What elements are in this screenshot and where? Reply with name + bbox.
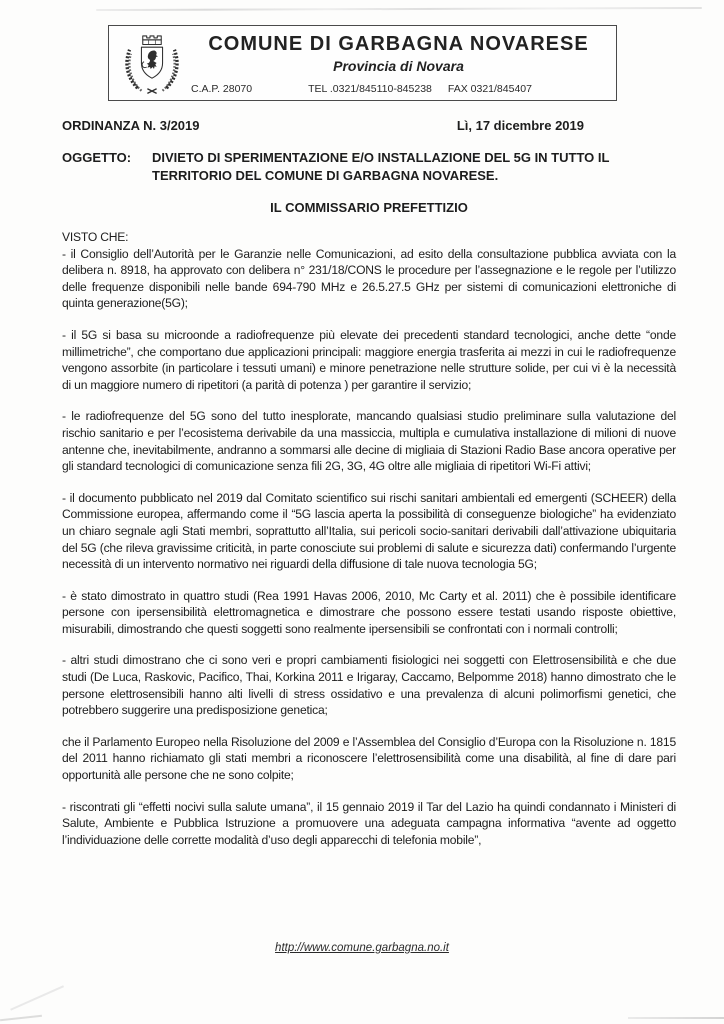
- page-footer: [0, 938, 724, 956]
- ordinance-paragraph: - il Consiglio dell’Autorità per le Garanzie nelle Comunicazioni, ad esito della consultazione pubblica avviata con la delibera n. 8918, ha approvato con delibera n° 231/18/CONS le procedure per l’assegnazione e le regole per l’utilizzo delle frequenze disponibili nelle bande 694-790 MHz e 26.5.27.5 GHz per sistemi di comunicazioni elettroniche di quinta generazione(5G);: [62, 246, 676, 311]
- ordinance-paragraph: - riscontrati gli “effetti nocivi sulla salute umana”, il 15 gennaio 2019 il Tar del Lazio ha quindi condannato i Ministeri di Salute, Ambiente e Pubblica Istruzione a promuovere una adeguata campagna informativa “avente ad oggetto l’individuazione delle corrette modalità d’uso degli apparecchi di telefonia mobile”,: [62, 799, 676, 847]
- subject-text: DIVIETO DI SPERIMENTAZIONE E/O INSTALLAZIONE DEL 5G IN TUTTO IL TERRITORIO DEL COMUNE DI GARBAGNA NOVARESE.: [152, 150, 610, 183]
- letterhead-contact-line: [191, 83, 606, 95]
- fax-number: FAX 0321/845407: [447, 83, 532, 95]
- ordinance-paragraph: che il Parlamento Europeo nella Risoluzione del 2009 e l’Assemblea del Consiglio d’Europa con la Risoluzione n. 1815 del 2011 hanno richiamato gli stati membri a riconoscere l’elettrosensibilità come una disabilità, al fine di dare pari opportunità alle persone che ne sono colpite;: [62, 734, 676, 783]
- subject-label: OGGETTO:: [62, 150, 132, 165]
- postal-code: C.A.P. 28070: [191, 83, 253, 95]
- ordinance-number: ORDINANZA N. 3/2019: [62, 118, 200, 133]
- phone-number: TEL .0321/845110-845238: [308, 83, 432, 95]
- scan-artifact-top: [96, 7, 702, 11]
- letterhead: [108, 25, 617, 101]
- letterhead-text: [185, 26, 616, 95]
- scan-artifact-bottom-left: [0, 1015, 42, 1021]
- ordinance-body-column: [62, 118, 676, 848]
- footer-url: http://www.comune.garbagna.no.it: [275, 942, 449, 954]
- premise-label: VISTO CHE:: [62, 230, 129, 244]
- ordinance-paragraph: - il 5G si basa su microonde a radiofrequenze più elevate dei precedenti standard tecnologici, anche dette “onde millimetriche”, che comportano due applicazioni principali: maggiore energia trasferita ai mezzi in cui le radiofrequenze vengono assorbite (in particolare i tessuti umani) e minore penetrazione nelle strutture solide, per cui vi è la necessità di un maggiore numero di ripetitori (a parità di potenza ) per garantire il servizio;: [62, 327, 676, 392]
- scan-artifact-bottom-right: [628, 1017, 724, 1019]
- ordinance-paragraph: - altri studi dimostrano che ci sono veri e propri cambiamenti fisiologici nei soggetti con Elettrosensibilità e che due studi (De Luca, Raskovic, Pacifico, Thai, Korkina 2011 e Irigaray, Caccamo, Belpomme 2018) hanno dimostrato che le persone elettrosensibili hanno alti livelli di stress ossidativo e una prevalenza di alcuni polimorfismi genetici, che potrebbero suggerire una predisposizione genetica;: [62, 653, 676, 718]
- ordinance-paragraph: - il documento pubblicato nel 2019 dal Comitato scientifico sui rischi sanitari ambientali ed emergenti (SCHEER) della Commissione europea, affermando come il “5G lascia aperta la possibilità di conseguenze biologiche” ha evidenziato un chiaro segnale agli Stati membri, soprattutto all’Italia, sui pericoli socio-sanitari derivabili dall’attivazione ubiquitaria del 5G (che rileva gravissime criticità, in parte conosciute sui problemi di salute e sicurezza dati) confermando l’urgente necessità di un intervento normativo nei riguardi della diffusione di tale nuova tecnologia 5G;: [62, 490, 676, 572]
- municipality-name: COMUNE DI GARBAGNA NOVARESE: [208, 33, 589, 55]
- ordinance-text: [62, 229, 676, 848]
- province-name: Provincia di Novara: [333, 58, 464, 74]
- ordinance-meta-row: [62, 118, 676, 133]
- ordinance-paragraph-list: [62, 246, 676, 849]
- issuer-heading: IL COMMISSARIO PREFETTIZIO: [270, 200, 468, 215]
- subject-row: [62, 149, 676, 184]
- ordinance-paragraph: - le radiofrequenze del 5G sono del tutto inesplorate, mancando qualsiasi studio preliminare sulla valutazione del rischio sanitario e per l’ecosistema derivabile da una massiccia, multipla e cumulativa installazione di milioni di nuove antenne che, inevitabilmente, andranno a sommarsi alle decine di migliaia di Stazioni Radio Base ancora operative per gli standard tecnologici di comunicazione senza fili 2G, 3G, 4G oltre alle migliaia di ripetitori Wi-Fi attivi;: [62, 409, 676, 474]
- ordinance-paragraph: - è stato dimostrato in quattro studi (Rea 1991 Havas 2006, 2010, Mc Carty et al. 2011) che è possibile identificare persone con ipersensibilità elettromagnetica e dimostrare che possono essere testati usando risposte obiettive, misurabili, dimostrando che questi soggetti sono realmente ipersensibili se confrontati con i normali controlli;: [62, 588, 676, 636]
- municipal-crest-icon: [119, 30, 185, 96]
- issue-date: Lì, 17 dicembre 2019: [456, 118, 584, 133]
- scan-artifact-bottom-left-smudge: [10, 985, 64, 1010]
